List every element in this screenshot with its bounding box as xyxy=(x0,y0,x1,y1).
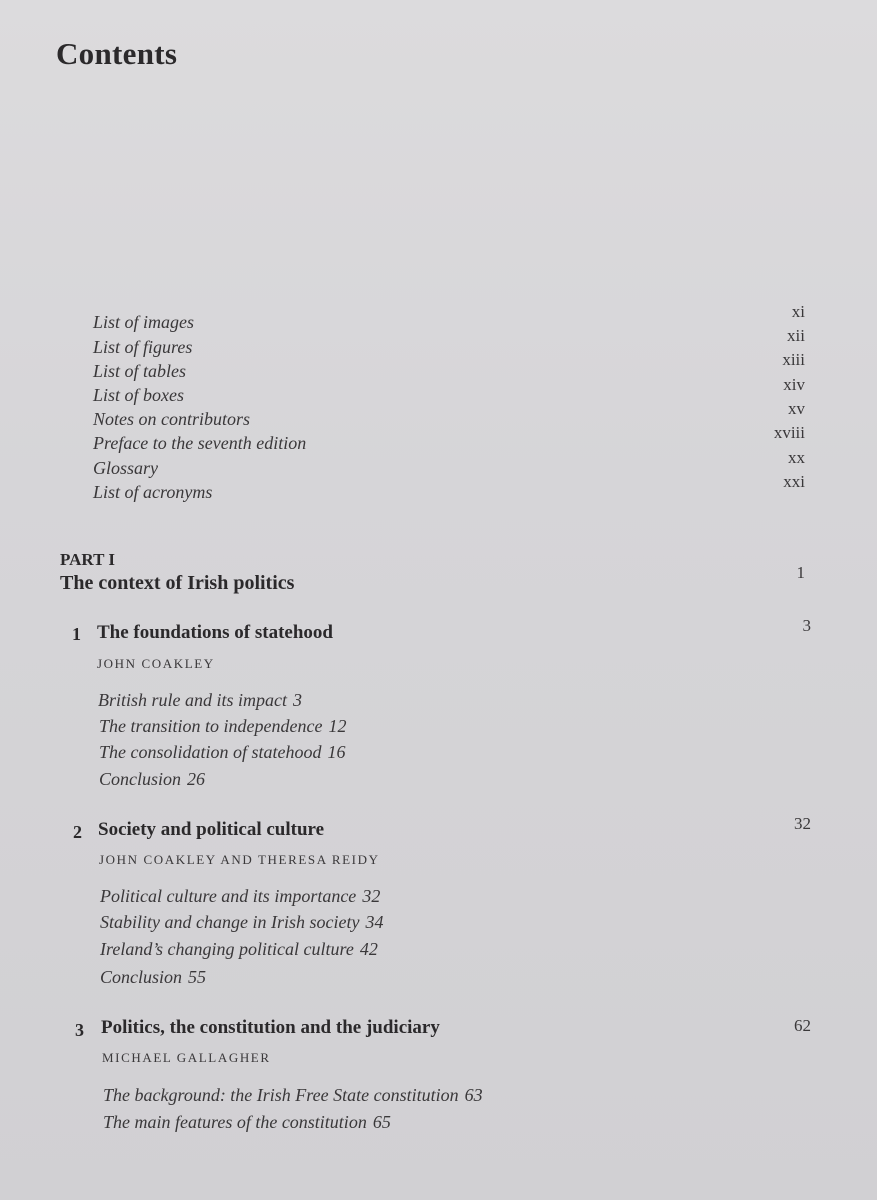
section-page: 63 xyxy=(464,1085,483,1105)
section-title: Political culture and its importance xyxy=(100,886,357,906)
section-page: 32 xyxy=(362,886,381,906)
section-title: Conclusion xyxy=(99,769,182,789)
section-title: The consolidation of statehood xyxy=(99,742,322,762)
front-matter-page: xi xyxy=(791,302,805,321)
front-matter-page: xx xyxy=(788,448,805,467)
section-page: 16 xyxy=(327,742,346,762)
section-page: 34 xyxy=(365,912,384,932)
section-entry xyxy=(99,769,205,790)
front-matter-item: List of acronyms xyxy=(93,482,213,502)
front-matter-page: xiv xyxy=(783,375,805,394)
section-entry xyxy=(100,912,383,933)
section-page: 65 xyxy=(372,1112,391,1132)
front-matter-item: Preface to the seventh edition xyxy=(93,433,307,453)
part-label: PART I xyxy=(60,550,115,569)
chapter-title: Society and political culture xyxy=(98,819,325,840)
front-matter-item: List of images xyxy=(93,312,195,332)
section-title: The transition to independence xyxy=(99,716,323,736)
section-title: Stability and change in Irish society xyxy=(100,912,360,932)
section-title: The background: the Irish Free State constitution xyxy=(103,1085,459,1105)
chapter-author: MICHAEL GALLAGHER xyxy=(102,1050,271,1065)
front-matter-page: xviii xyxy=(773,423,805,442)
section-entry xyxy=(99,742,346,763)
section-entry xyxy=(100,886,380,907)
chapter-author: JOHN COAKLEY xyxy=(97,656,215,671)
front-matter-page: xii xyxy=(787,326,805,345)
chapter-title: Politics, the constitution and the judiciary xyxy=(101,1017,440,1038)
chapter-author: JOHN COAKLEY AND THERESA REIDY xyxy=(99,852,380,867)
section-title: Conclusion xyxy=(100,967,183,987)
section-entry xyxy=(100,967,206,988)
front-matter-page: xiii xyxy=(782,350,805,369)
chapter-number: 2 xyxy=(73,822,82,842)
part-title: The context of Irish politics xyxy=(60,572,295,594)
chapter-page-number: 3 xyxy=(802,616,811,635)
section-title: The main features of the constitution xyxy=(103,1112,367,1132)
chapter-number: 1 xyxy=(72,624,81,644)
chapter-page-number: 62 xyxy=(794,1016,811,1035)
section-entry xyxy=(103,1112,391,1133)
chapter-number: 3 xyxy=(75,1020,84,1040)
section-page: 42 xyxy=(359,939,378,959)
section-page: 12 xyxy=(328,716,347,736)
front-matter-item: List of boxes xyxy=(93,385,185,405)
page-title: Contents xyxy=(56,36,178,71)
front-matter-item: List of tables xyxy=(93,361,187,381)
section-title: Ireland’s changing political culture xyxy=(100,939,354,959)
chapter-page-number: 32 xyxy=(794,814,811,833)
front-matter-item: Glossary xyxy=(93,458,159,478)
front-matter-page: xxi xyxy=(783,472,805,491)
front-matter-item: List of figures xyxy=(93,337,193,357)
section-page: 3 xyxy=(293,690,302,710)
chapter-title: The foundations of statehood xyxy=(97,622,333,643)
part-page-number: 1 xyxy=(796,563,805,582)
front-matter-item: Notes on contributors xyxy=(93,409,251,429)
section-entry xyxy=(99,716,346,737)
section-entry xyxy=(98,690,302,711)
section-page: 26 xyxy=(187,769,206,789)
section-entry xyxy=(100,939,378,960)
front-matter-page: xv xyxy=(788,399,805,418)
section-page: 55 xyxy=(188,967,207,987)
section-title: British rule and its impact xyxy=(98,690,287,710)
section-entry xyxy=(103,1085,483,1106)
